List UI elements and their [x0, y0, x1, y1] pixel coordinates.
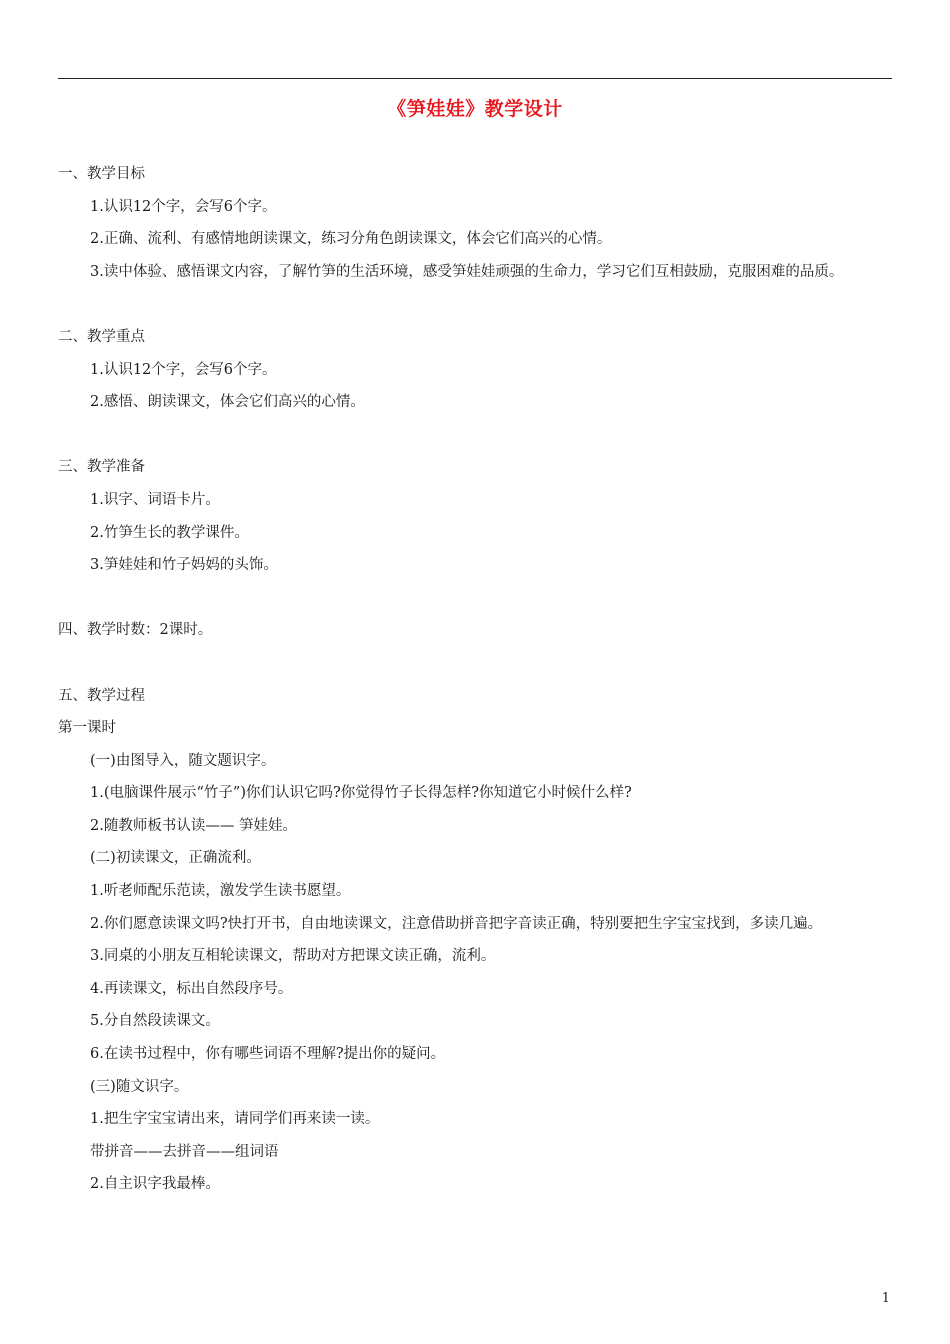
process-part2-item-4: 4.再读课文，标出自然段序号。	[90, 980, 293, 997]
process-part2-item-6: 6.在读书过程中，你有哪些词语不理解?提出你的疑问。	[90, 1046, 446, 1063]
process-part1-title: (一)由图导入，随文题识字。	[90, 752, 276, 769]
process-part2-title: (二)初读课文，正确流利。	[90, 850, 261, 867]
process-part2-item-2: 2.你们愿意读课文吗?快打开书，自由地读课文，注意借助拼音把字音读正确，特别要把生字宝宝找到，多读几遍。	[90, 915, 823, 932]
section-heading-key-points: 二、教学重点	[58, 328, 145, 345]
key-point-item-1: 1.认识12个字，会写6个字。	[90, 361, 277, 378]
preparation-item-3: 3.笋娃娃和竹子妈妈的头饰。	[90, 557, 278, 574]
process-part3-item-1: 1.把生字宝宝请出来，请同学们再来读一读。	[90, 1111, 380, 1128]
header-rule	[58, 78, 892, 79]
process-part1-item-1: 1.(电脑课件展示“竹子”)你们认识它吗?你觉得竹子长得怎样?你知道它小时候什么样?	[90, 785, 632, 802]
process-part3-title: (三)随文识字。	[90, 1078, 189, 1095]
process-part2-item-1: 1.听老师配乐范读，激发学生读书愿望。	[90, 883, 351, 900]
lesson-label: 第一课时	[58, 720, 116, 737]
section-spacer	[58, 647, 894, 680]
section-spacer	[58, 419, 894, 452]
process-part3-item-2: 带拼音——去拼音——组词语	[90, 1143, 279, 1160]
preparation-item-1: 1.识字、词语卡片。	[90, 491, 220, 508]
process-part1-item-2: 2.随教师板书认读—— 笋娃娃。	[90, 817, 297, 834]
document-title: 《笋娃娃》教学设计	[387, 98, 563, 120]
section-heading-goals: 一、教学目标	[58, 166, 145, 182]
goal-item-1: 1.认识12个字，会写6个字。	[90, 198, 277, 215]
page-number: 1	[881, 1291, 890, 1306]
document-body	[58, 158, 894, 1201]
section-spacer	[58, 288, 894, 321]
process-part2-item-5: 5.分自然段读课文。	[90, 1013, 220, 1030]
key-point-item-2: 2.感悟、朗读课文，体会它们高兴的心情。	[90, 394, 365, 411]
goal-item-2: 2.正确、流利、有感情地朗读课文，练习分角色朗读课文，体会它们高兴的心情。	[90, 231, 612, 248]
section-heading-preparation: 三、教学准备	[58, 459, 145, 476]
section-heading-process: 五、教学过程	[58, 687, 145, 704]
process-part3-item-3: 2.自主识字我最棒。	[90, 1176, 220, 1193]
goal-item-3: 3.读中体验、感悟课文内容，了解竹笋的生活环境，感受笋娃娃顽强的生命力，学习它们互相鼓励，克服困难的品质。	[90, 263, 844, 280]
preparation-item-2: 2.竹笋生长的教学课件。	[90, 524, 249, 541]
section-heading-hours: 四、教学时数：2课时。	[58, 622, 213, 639]
process-part2-item-3: 3.同桌的小朋友互相轮读课文，帮助对方把课文读正确，流利。	[90, 948, 496, 965]
section-spacer	[58, 582, 894, 615]
